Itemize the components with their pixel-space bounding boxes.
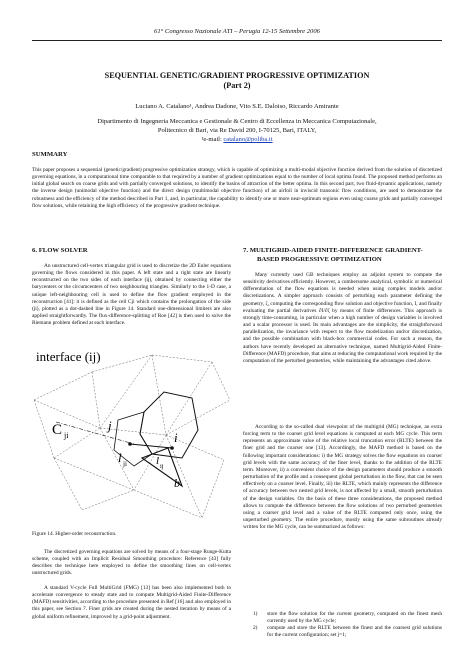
procedure-step	[243, 611, 442, 625]
vertex-j-label: j	[108, 418, 112, 433]
interface-label: interface (ij)	[36, 349, 101, 364]
section-6-heading: 6. FLOW SOLVER	[32, 247, 88, 254]
procedure-steps	[243, 611, 442, 640]
length-lij-subscript: ij	[160, 463, 164, 470]
conference-header: 61° Congresso Nazionale ATI – Perugia 12-15 Settembre 2006	[154, 28, 320, 35]
email-link[interactable]: catalano@poliba.it	[223, 136, 273, 143]
vertex-i	[170, 446, 174, 450]
section-7-heading-line-2: BASED PROGRESSIVE OPTIMIZATION	[257, 255, 382, 263]
cell-c-subscript: ji	[64, 431, 69, 440]
summary-heading: SUMMARY	[32, 151, 68, 158]
paper-title: SEQUENTIAL GENETIC/GRADIENT PROGRESSIVE OPTIMIZATION	[104, 71, 370, 80]
length-lij-label: l	[156, 455, 160, 467]
flow-solver-paragraph-1: An unstructured cell-vertex triangular grid is used to discretize the 2D Euler equations governing the flows considered in this paper. A left state and a right state are linearly reconstructed on the two sides of each interface (ij), obtained by connecting either the barycenters or the circumcenters of two neighbouring triangles. Similarly to the 1-D case, a unique left-neighbouring cell is used to define the flow gradient employed in the reconstruction [41]: it is defined as the cell Cji which contains the prolongation of the side (ji), plotted as a dot-dashed line in Figure 14. Standard one-dimensional limiters are also applied straightforwardly. The flux-difference-splitting of Roe [42] is then used to solve the Riemann problem defined at each interface.	[32, 263, 231, 327]
header-rule	[32, 40, 442, 41]
section-7-heading-line-1: 7. MULTIGRID-AIDED FINITE-DIFFERENCE GRADIENT-	[243, 247, 423, 254]
authors: Luciano A. Catalano¹, Andrea Dadone, Vito S.E. Daloiso, Riccardo Amirante	[135, 103, 339, 110]
cell-c-label: C	[52, 422, 63, 438]
step-text: store the flow solution for the current geometry, computed on the finest mesh currently used by the MG cycle;	[267, 611, 442, 625]
summary-text: This paper proposes a sequential (genetic/gradient) progressive optimization strategy, which is capable of optimizing a multi-modal objective function derived from the solution of discretized governing equations, in a computational time comparable to that required by a number of gradient optimizations equal to the number of local optima found. The proposed method performs an initial global search on coarse grids and with partially converged solutions, to identify the basins of attraction of the better optima. In this second part, two fluid-dynamic applications, namely the inverse design (unimodal objective function) and the direct design (multimodal objective function) of an airfoil in inviscid transonic flow conditions, are used to demonstrate the robustness and the efficiency of the method described in Part 1, and, in particular, the capability to identify one or more near-optimum regions even using coarse grids and partially converged flow solutions, while retaining the high efficiency of the progressive gradient technique.	[32, 167, 442, 209]
email-prefix: ¹e-mail:	[201, 136, 224, 143]
step-text: compute and store the RLTE between the finest and the coarsest grid solutions for the current configuration; set j=1;	[267, 625, 442, 639]
step-number: 2)	[253, 625, 258, 632]
section-7-heading	[243, 247, 442, 264]
vertex-j	[128, 442, 132, 446]
flow-solver-paragraph-3: A standard V-cycle Full MultiGrid (FMG) [13] has been also implemented both to accelerate convergence to steady state and to compute Multigrid-Aided Finite-Difference (MAFD) sensitivities, according to the procedure presented in Ref [16] and also employed in this paper, see Section 7. Finer grids are created during the nested iteration by means of a global uniform refinement, improved by a grid-point adjustment.	[32, 585, 231, 620]
length-l-label: l	[118, 450, 122, 465]
section-7-paragraph-2: According to the so-called dual viewpoint of the multigrid (MG) technique, an extra forcing term to the coarser grid level equations is computed at each MG cycle. This term represents an approximate value of the relative local truncation error (RLTE) between the finer grid and the coarser one [13]. Accordingly, the MAFD method is based on the following important considerations: i) the MG strategy solves the flow equations on coarser grid levels with the same accuracy of the finer level, thanks to the addition of the RLTE term. Moreover, ii) a convenient choice of the design parameters should produce a smooth perturbation of the profile and a consequent global perturbation in the flow, that can be seen effectively on a coarser level. Finally, iii) the RLTE, which mainly represents the difference of accuracy between two nested grid levels, is not affected by a small, smooth perturbation of the design variables. On the basis of these three considerations, the proposed method allows to compute the difference between the flow solutions of two perturbed geometries using a coarser grid level and a value of the RLTE computed only once, using the unperturbed geometry. The entire procedure, mostly using the same subroutines already written for the MG cycle, can be summarized as follows:	[243, 424, 442, 531]
paper-title-part: (Part 2)	[223, 81, 251, 90]
section-7-paragraph-1: Many currently used GB techniques employ an adjoint system to compute the sensitivity derivatives efficiently. However, a cumbersome analytical, symbolic or numerical differentiation of the flow equations is needed when using complex models and/or discretizations. A simpler approach consists of perturbing each parameter defining the geometry, ζ, computing the corresponding flow solution and objective function, I, and finally evaluating the partial derivatives ∂I/∂ζ by means of finite differences. This approach is strongly time-consuming, in particular when a high number of design variables is involved and a scalar processor is used. Its main advantages are the simplicity, the straightforward parallelization, the invariance with respect to the flow modelization and/or discretization, and the possible combination with black-box commercial codes. For such a reason, the authors have recently developed an alternative technique, named Multigrid-Aided Finite-Difference (MAFD) procedure, that aims at reducing the computational work required by the computation of the perturbed geometries, while maintaining the advantages cited above.	[243, 272, 442, 364]
figure-14	[34, 340, 230, 522]
affiliation-line-1: Dipartimento di Ingegneria Meccanica e Gestionale & Centro di Eccellenza in Meccanica Computazionale,	[97, 118, 377, 125]
step-number: 1)	[253, 611, 258, 617]
length-l-subscript: ji	[123, 460, 127, 468]
figure-14-caption: Figure 14. Higher-order reconstruction.	[32, 531, 117, 537]
vertex-i-label: i	[174, 430, 178, 445]
affiliation-line-2: Politecnico di Bari, via Re David 200, I-70125, Bari, ITALY,	[157, 127, 317, 134]
procedure-step	[243, 625, 442, 639]
edge-ij	[130, 444, 172, 448]
triangle-b-label: b	[174, 476, 180, 490]
flow-solver-paragraph-2: The discretized governing equations are solved by means of a four-stage Runge-Kutta scheme, coupled with an Implicit Residual Smoothing procedure: Reference [43] fully describes the technique here employed to define the smoothing lines on cell-vertex unstructured grids.	[32, 549, 231, 577]
affiliation-email	[0, 136, 474, 143]
reconstruction-diagram	[34, 340, 230, 522]
